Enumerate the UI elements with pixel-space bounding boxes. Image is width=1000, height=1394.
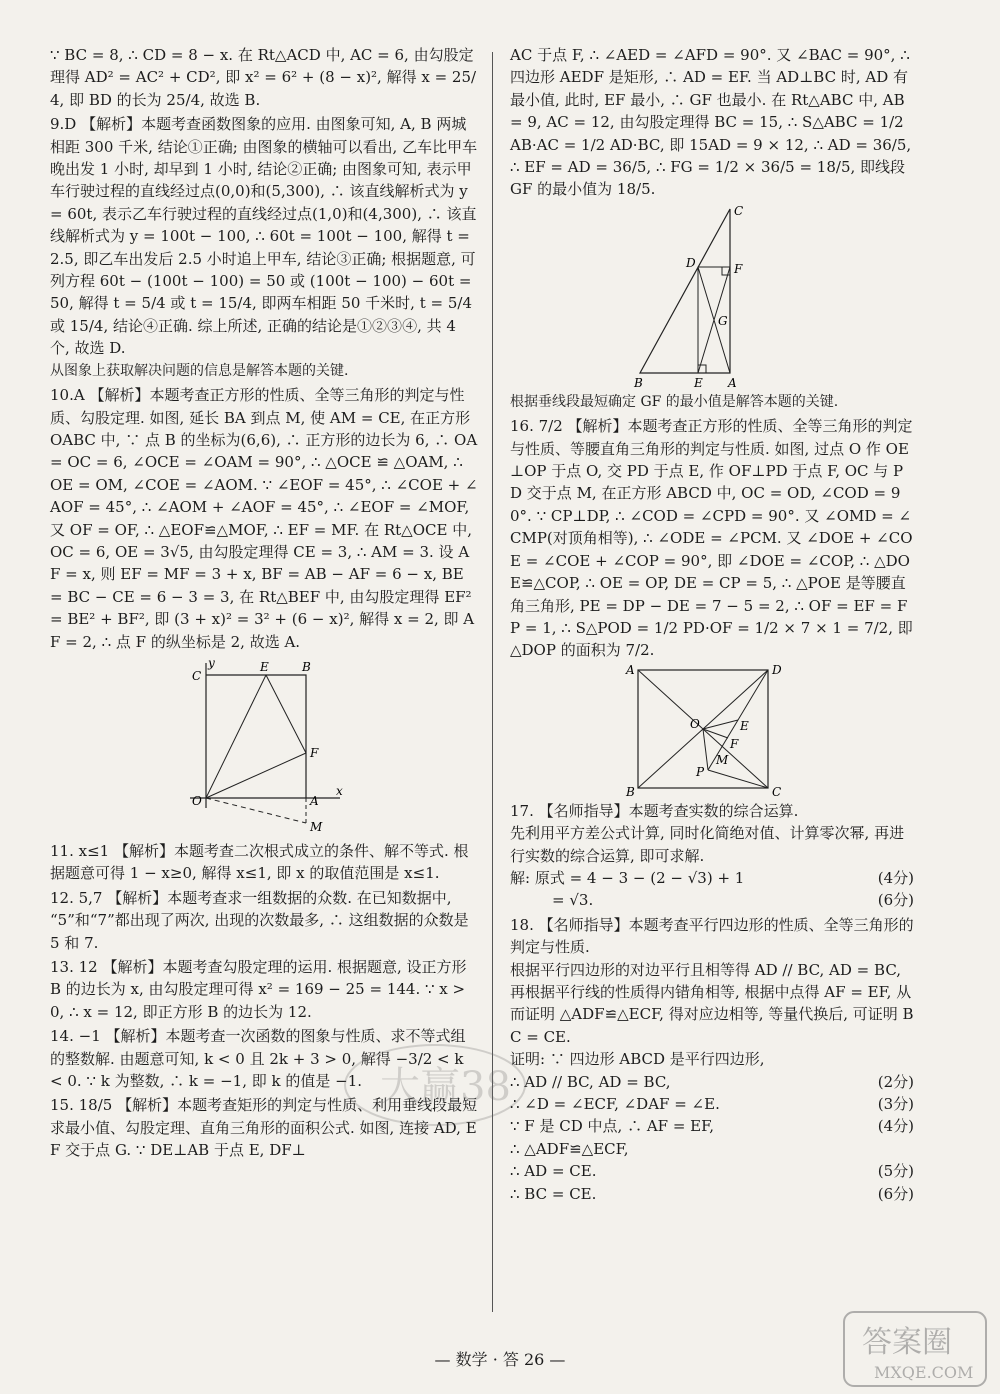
fig16-B: B bbox=[626, 784, 635, 798]
site-stamp bbox=[840, 1308, 990, 1390]
proof-line bbox=[510, 1115, 914, 1137]
q17-step-2-text: = √3. bbox=[552, 891, 594, 910]
fig16-D: D bbox=[772, 662, 782, 677]
q16-answer: 16. 7/2 【解析】本题考查正方形的性质、全等三角形的判定与性质、等腰直角三角形的判定与性质. 如图, 过点 O 作 OE⊥OP 于点 O, 交 PD 于点 E, 作 OF⊥PD 于点 F, OC 与 PD 交于点 M, 在正方形 ABCD 中, OC = OD, ∠COD = 90°. ∵ CP⊥DP, ∴ ∠COD = ∠CPD = 90°. 又 ∠OMD = ∠CMP(对顶角相等), ∴ ∠ODE = ∠PCM. 又 ∠DOE + ∠COE = ∠COE + ∠COP = 90°, 即 ∠DOE = ∠COP, ∴ △DOE≌△COP, ∴ OE = OP, DE = CP = 5, ∴ △POE 是等腰直角三角形, PE = DP − DE = 7 − 5 = 2, ∴ OF = EF = FP = 1, ∴ S△POD = 1/2 PD·OF = 1/2 × 7 × 1 = 7/2, 即 △DOP 的面积为 7/2. bbox=[510, 417, 913, 660]
fig16-M: M bbox=[716, 752, 729, 767]
q15-figure bbox=[510, 201, 914, 391]
q13-answer: 13. 12 【解析】本题考查勾股定理的运用. 根据题意, 设正方形 B 的边长为 x, 由勾股定理可得 x² = 169 − 25 = 144. ∵ x > 0, ∴ x = 12, 即正方形 B 的边长为 12. bbox=[50, 958, 467, 1021]
proof-line bbox=[510, 1138, 914, 1160]
fig15-B: B bbox=[634, 375, 643, 390]
fig15-A: A bbox=[728, 375, 737, 390]
proof-score: (3分) bbox=[877, 1095, 914, 1113]
fig16-F: F bbox=[730, 736, 739, 751]
q12-answer: 12. 5,7 【解析】本题考查求一组数据的众数. 在已知数据中, “5”和“7”都出现了两次, 出现的次数最多, ∴ 这组数据的众数是 5 和 7. bbox=[50, 888, 469, 952]
q9-answer: 9.D 【解析】本题考查函数图象的应用. 由图象可知, A, B 两城相距 300 千米, 结论①正确; 由图象的横轴可以看出, 乙车比甲车晚出发 1 小时, 却早到 1 小时, 结论②正确; 由图象可知, 表示甲车行驶过程的直线经过点(0,0)和(5,300), ∴ 该直线解析式为 y = 60t, 表示乙车行驶过程的直线经过点(1,0)和(4,300), ∴ 该直线解析式为 y = 100t − 100, ∴ 60t = 100t − 100, 解得 t = 2.5, 即乙车出发后 2.5 小时追上甲车, 结论③正确; 根据题意, 可列方程 60t − (100t − 100) = 50 或 (100t − 100) − 60t = 50, 解得 t = 5/4 或 t = 15/4, 即两车相距 50 千米时, t = 5/4 或 15/4, 结论④正确. 综上所述, 正确的结论是①②③④, 共 4 个, 故选 D. bbox=[50, 115, 478, 358]
q9-tip: 从图象上获取解决问题的信息是解答本题的关键. bbox=[50, 362, 349, 379]
q17-step-1-text: 解: 原式 = 4 − 3 − (2 − √3) + 1 bbox=[510, 868, 745, 887]
q15-continued: AC 于点 F, ∴ ∠AED = ∠AFD = 90°. 又 ∠BAC = 90°, ∴ 四边形 AEDF 是矩形, ∴ AD = EF. 当 AD⊥BC 时, AD 有最小值, 此时, EF 最小, ∴ GF 也最小. 在 Rt△ABC 中, AB = 9, AC = 12, 由勾股定理得 BC = 15, ∴ S△ABC = 1/2 AB·AC = 1/2 AD·BC, 即 15AD = 9 × 12, ∴ AD = 36/5, ∴ EF = AD = 36/5, ∴ FG = 1/2 × 36/5 = 18/5, 即线段 GF 的最小值为 18/5. bbox=[510, 46, 912, 199]
q15-answer: 15. 18/5 【解析】本题考查矩形的判定与性质、利用垂线段最短求最小值、勾股定理、直角三角形的面积公式. 如图, 连接 AD, EF 交于点 G. ∵ DE⊥AB 于点 E, DF⊥ bbox=[50, 1096, 478, 1160]
q18-heading: 18. 【名师指导】本题考查平行四边形的性质、全等三角形的判定与性质. bbox=[510, 915, 914, 957]
proof-text: ∴ AD = CE. bbox=[510, 1162, 597, 1181]
fig10-C: C bbox=[192, 668, 202, 683]
q17-heading: 17. 【名师指导】本题考查实数的综合运算. bbox=[510, 801, 799, 820]
proof-score: (2分) bbox=[877, 1072, 914, 1091]
fig10-y: y bbox=[208, 655, 215, 670]
fig10-M: M bbox=[310, 819, 323, 834]
q11-answer: 11. x≤1 【解析】本题考查二次根式成立的条件、解不等式. 根据题意可得 1 − x≥0, 解得 x≤1, 即 x 的取值范围是 x≤1. bbox=[50, 841, 469, 883]
stamp-url: MXQE.COM bbox=[874, 1363, 974, 1382]
q16-figure bbox=[510, 662, 914, 798]
fig10-E: E bbox=[260, 659, 269, 674]
q18-proof bbox=[510, 1048, 914, 1205]
fig15-E: E bbox=[694, 375, 703, 390]
proof-line bbox=[510, 1183, 914, 1205]
q15-tip: 根据垂线段最短确定 GF 的最小值是解答本题的关键. bbox=[510, 393, 839, 410]
proof-text: ∴ AD // BC, AD = BC, bbox=[510, 1072, 671, 1091]
page-footer: — 数学 · 答 26 — bbox=[434, 1350, 566, 1369]
watermark-text: 大赢38 bbox=[380, 1064, 511, 1110]
left-column bbox=[50, 44, 478, 1162]
fig15-D: D bbox=[686, 255, 696, 270]
proof-score: (5分) bbox=[877, 1162, 914, 1181]
fig10-F: F bbox=[310, 745, 319, 760]
q14-answer: 14. −1 【解析】本题考查一次函数的图象与性质、求不等式组的整数解. 由题意可知, k < 0 且 2k + 3 > 0, 解得 −3/2 < k < 0. ∵ k 为整数, ∴ k = −1, 即 k 的值是 −1. bbox=[50, 1027, 466, 1091]
fig16-E: E bbox=[740, 718, 749, 733]
q10-figure bbox=[50, 653, 478, 838]
fig10-A: A bbox=[310, 793, 319, 808]
fig16-O: O bbox=[690, 716, 700, 731]
fig15-F: F bbox=[734, 261, 743, 276]
proof-line bbox=[510, 1048, 914, 1070]
watermark-logo bbox=[340, 1030, 530, 1140]
fig10-B: B bbox=[302, 659, 311, 674]
proof-score: (6分) bbox=[877, 1184, 914, 1203]
proof-text: ∵ F 是 CD 中点, ∴ AF = EF, bbox=[510, 1117, 714, 1136]
proof-text: ∴ △ADF≌△ECF, bbox=[510, 1139, 629, 1158]
proof-line bbox=[510, 1093, 914, 1115]
fig10-x: x bbox=[336, 783, 343, 798]
q18-guide: 根据平行四边形的对边平行且相等得 AD // BC, AD = BC, 再根据平行线的性质得内错角相等, 根据中点得 AF = EF, 从而证明 △ADF≌△ECF, 得对应边相等, 等量代换后, 可证明 BC = CE. bbox=[510, 960, 914, 1046]
stamp-text: 答案圈 bbox=[862, 1325, 952, 1360]
q17-step-2 bbox=[510, 889, 914, 911]
proof-score: (4分) bbox=[877, 1117, 914, 1136]
fig16-C: C bbox=[772, 784, 782, 798]
q17-step-1-score: (4分) bbox=[877, 868, 914, 887]
fig15-C: C bbox=[734, 203, 744, 218]
fig16-P: P bbox=[696, 764, 705, 779]
q10-answer: 10.A 【解析】本题考查正方形的性质、全等三角形的判定与性质、勾股定理. 如图, 延长 BA 到点 M, 使 AM = CE, 在正方形 OABC 中, ∵ 点 B 的坐标为(6,6), ∴ 正方形的边长为 6, ∴ OA = OC = 6, ∠OCE = ∠OAM = 90°, ∴ △OCE ≌ △OAM, ∴ OE = OM, ∠COE = ∠AOM. ∵ ∠EOF = 45°, ∴ ∠COE + ∠AOF = 45°, ∴ ∠AOM + ∠AOF = 45°, ∴ ∠EOF = ∠MOF, 又 OF = OF, ∴ △EOF≌△MOF, ∴ EF = MF. 在 Rt△OCE 中, OC = 6, OE = 3√5, 由勾股定理得 CE = 3, ∴ AM = 3. 设 AF = x, 则 EF = MF = 3 + x, BF = AB − AF = 6 − x, BE = BC − CE = 6 − 3 = 3, 在 Rt△BEF 中, 由勾股定理得 EF² = BE² + BF², 即 (3 + x)² = 3² + (6 − x)², 解得 x = 2, 即 AF = 2, ∴ 点 F 的纵坐标是 2, 故选 A. bbox=[50, 386, 478, 651]
proof-text: ∴ ∠D = ∠ECF, ∠DAF = ∠E. bbox=[510, 1095, 720, 1113]
proof-line bbox=[510, 1160, 914, 1182]
q17-step-2-score: (6分) bbox=[877, 891, 914, 910]
right-column bbox=[510, 44, 914, 1205]
proof-line bbox=[510, 1071, 914, 1093]
fig16-A: A bbox=[626, 662, 635, 677]
proof-text: 证明: ∵ 四边形 ABCD 是平行四边形, bbox=[510, 1050, 765, 1069]
q8-tail: ∵ BC = 8, ∴ CD = 8 − x. 在 Rt△ACD 中, AC = 6, 由勾股定理得 AD² = AC² + CD², 即 x² = 6² + (8 − x)², 解得 x = 25/4, 即 BD 的长为 25/4, 故选 B. bbox=[50, 46, 477, 109]
fig10-O: O bbox=[192, 793, 202, 808]
fig15-G: G bbox=[718, 313, 728, 328]
q17-guide: 先利用平方差公式计算, 同时化简绝对值、计算零次幂, 再进行实数的综合运算, 即可求解. bbox=[510, 824, 905, 865]
q17-step-1 bbox=[510, 867, 914, 889]
proof-text: ∴ BC = CE. bbox=[510, 1184, 597, 1203]
